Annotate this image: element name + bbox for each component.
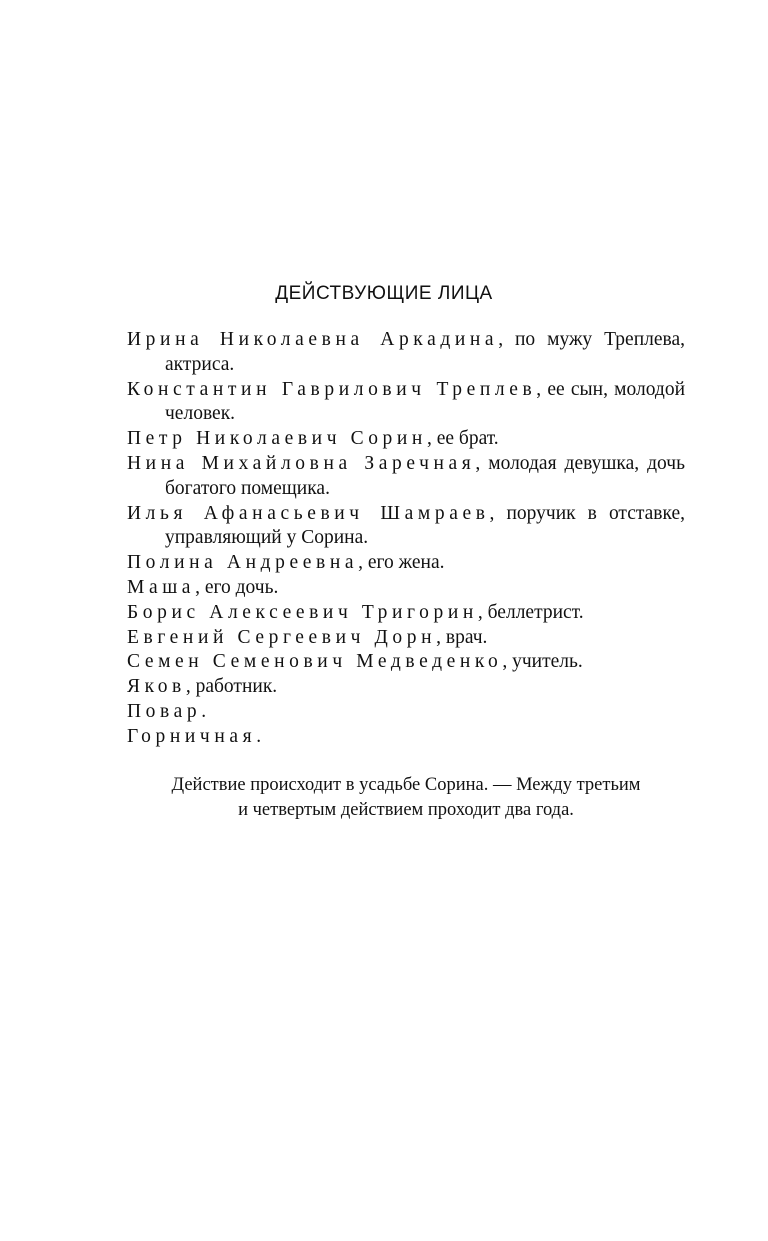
character-name: Борис Алексеевич Тригорин [127,601,478,623]
character-description: . [201,700,207,722]
character-description: , молодая девушка, дочь богатого помещика. [165,452,685,499]
cast-entry [127,328,685,378]
character-name: Илья Афанасьевич Шамраев [127,502,490,524]
character-name: Нина Михайловна Заречная [127,452,476,474]
character-name: Петр Николаевич Сорин [127,428,427,450]
cast-entry [127,502,685,552]
setting-note [127,773,685,823]
character-name: Семен Семенович Медведенко [127,651,503,673]
cast-entry [127,452,685,502]
cast-entry [127,601,685,626]
setting-note-line: и четвертым действием проходит два года. [238,799,574,820]
character-name: Горничная [127,725,257,747]
character-description: , ее сын, молодой человек. [165,378,685,425]
setting-note-line: Действие происходит в усадьбе Сорина. — Между третьим [171,775,641,795]
character-description: , ее брат. [426,428,499,450]
character-description: , поручик в отставке, управляющий у Сорина. [165,502,685,549]
character-name: Ирина Николаевна Аркадина [127,329,499,350]
character-description: , беллетрист. [477,601,584,623]
character-name: Евгений Сергеевич Дорн [127,626,437,648]
character-description: , его дочь. [195,576,279,598]
character-description: , учитель. [502,651,583,673]
character-name: Яков [127,676,186,698]
cast-entry [127,675,685,700]
cast-entry [127,626,685,651]
cast-entry [127,650,685,675]
character-description: , врач. [436,626,488,648]
cast-list [127,328,685,750]
character-name: Маша [127,576,196,598]
character-description: , по мужу Треплева, актриса. [165,329,685,375]
page-title: ДЕЙСТВУЮЩИЕ ЛИЦА [275,283,493,304]
cast-entry [127,551,685,576]
cast-entry [127,576,685,601]
character-name: Повар [127,700,202,722]
cast-entry [127,378,685,428]
cast-entry [127,700,685,725]
character-name: Константин Гаврилович Треплев [127,378,537,400]
character-description: , работник. [185,676,278,698]
cast-entry [127,725,685,750]
character-description: . [256,725,262,747]
character-description: , его жена. [358,552,445,574]
cast-entry [127,427,685,452]
character-name: Полина Андреевна [127,552,359,574]
